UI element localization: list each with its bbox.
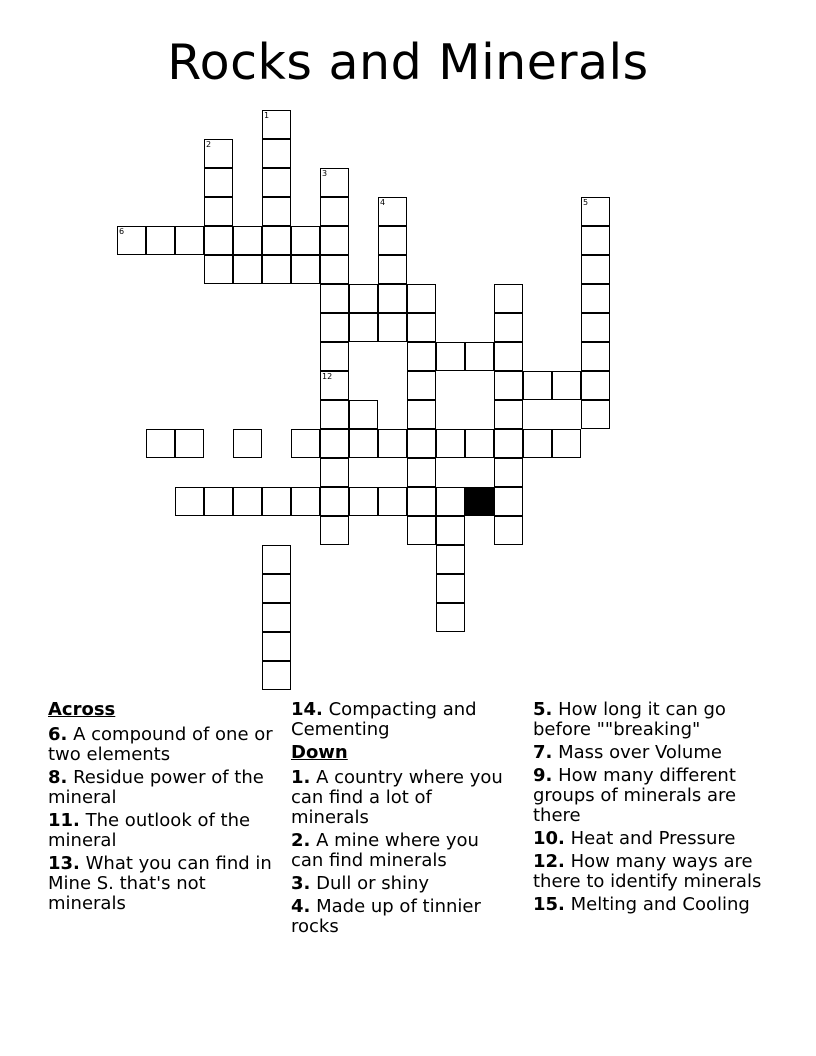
grid-cell[interactable] [581,400,610,429]
grid-cell[interactable] [494,516,523,545]
grid-cell[interactable] [436,429,465,458]
clue-down-12: 12. How many ways are there to identify minerals [533,851,762,892]
grid-cell[interactable] [320,342,349,371]
grid-cell[interactable] [291,226,320,255]
grid-cell[interactable] [262,603,291,632]
grid-cell[interactable] [581,197,610,226]
grid-cell[interactable] [262,110,291,139]
clues-column-1 [48,700,273,917]
grid-cell[interactable] [204,139,233,168]
grid-cell[interactable] [581,342,610,371]
grid-cell[interactable] [494,342,523,371]
grid-cell[interactable] [233,226,262,255]
grid-cell[interactable] [378,284,407,313]
grid-cell[interactable] [581,226,610,255]
grid-cell[interactable] [349,429,378,458]
grid-cell[interactable] [320,516,349,545]
clue-down-10: 10. Heat and Pressure [533,828,736,849]
grid-cell[interactable] [378,255,407,284]
grid-cell[interactable] [146,429,175,458]
grid-cell[interactable] [349,400,378,429]
clue-number: 3 [322,169,328,178]
grid-cell[interactable] [494,400,523,429]
grid-cell[interactable] [436,342,465,371]
grid-cell[interactable] [407,516,436,545]
grid-cell[interactable] [581,255,610,284]
grid-cell[interactable] [291,255,320,284]
grid-cell[interactable] [204,487,233,516]
grid-cell[interactable] [262,574,291,603]
clue-across-11: 11. The outlook of the mineral [48,810,251,851]
clue-across-8: 8. Residue power of the mineral [48,767,264,808]
grid-cell[interactable] [175,487,204,516]
page-title: Rocks and Minerals [167,34,649,91]
grid-cell[interactable] [465,342,494,371]
grid-cell[interactable] [320,487,349,516]
grid-cell[interactable] [204,197,233,226]
clue-down-1: 1. A country where you can find a lot of minerals [291,767,503,828]
grid-cell[interactable] [262,226,291,255]
grid-cell[interactable] [552,371,581,400]
grid-cell[interactable] [494,284,523,313]
grid-cell[interactable] [291,429,320,458]
clue-down-7: 7. Mass over Volume [533,742,722,763]
grid-cell[interactable] [262,545,291,574]
grid-cell[interactable] [262,139,291,168]
grid-cell[interactable] [407,429,436,458]
clue-down-5: 5. How long it can go before ""breaking" [533,699,726,740]
grid-cell[interactable] [320,371,349,400]
grid-cell[interactable] [436,545,465,574]
grid-cell[interactable] [320,255,349,284]
grid-cell[interactable] [378,487,407,516]
grid-cell[interactable] [407,400,436,429]
grid-cell[interactable] [407,342,436,371]
grid-cell[interactable] [349,313,378,342]
clue-down-9: 9. How many different groups of minerals are there [533,765,737,826]
down-heading: Down [291,742,348,763]
grid-cell[interactable] [436,603,465,632]
grid-cell[interactable] [581,313,610,342]
grid-cell[interactable] [233,255,262,284]
grid-cell[interactable] [233,487,262,516]
clue-number: 4 [380,198,386,207]
clue-number: 6 [119,227,125,236]
grid-cell[interactable] [262,168,291,197]
clue-across-6: 6. A compound of one or two elements [48,724,273,765]
clue-number: 5 [583,198,589,207]
grid-cell[interactable] [378,197,407,226]
grid-cell[interactable] [204,168,233,197]
clues-column-2 [291,700,506,940]
grid-cell[interactable] [436,574,465,603]
clue-across-14: 14. Compacting and Cementing [291,699,477,740]
clue-down-3: 3. Dull or shiny [291,873,430,894]
clue-number: 1 [264,111,270,120]
clues-column-3 [533,700,773,918]
grid-cell[interactable] [117,226,146,255]
grid-cell[interactable] [552,429,581,458]
clue-down-4: 4. Made up of tinnier rocks [291,896,481,937]
grid-cell[interactable] [465,429,494,458]
grid-cell[interactable] [523,371,552,400]
grid-cell[interactable] [581,371,610,400]
grid-cell[interactable] [204,226,233,255]
grid-cell[interactable] [494,313,523,342]
grid-cell[interactable] [494,458,523,487]
grid-cell[interactable] [262,661,291,690]
grid-cell[interactable] [320,197,349,226]
grid-cell[interactable] [320,168,349,197]
grid-cell[interactable] [204,255,233,284]
clue-down-2: 2. A mine where you can find minerals [291,830,479,871]
grid-cell[interactable] [349,284,378,313]
grid-cell[interactable] [320,429,349,458]
grid-block-cell [465,487,494,516]
grid-cell[interactable] [494,371,523,400]
grid-cell[interactable] [320,313,349,342]
grid-cell[interactable] [175,429,204,458]
grid-cell[interactable] [378,429,407,458]
grid-cell[interactable] [320,400,349,429]
grid-cell[interactable] [378,226,407,255]
grid-cell[interactable] [494,487,523,516]
grid-cell[interactable] [407,458,436,487]
grid-cell[interactable] [262,487,291,516]
clue-down-15: 15. Melting and Cooling [533,894,750,915]
grid-cell[interactable] [146,226,175,255]
grid-cell[interactable] [262,255,291,284]
clue-number: 2 [206,140,212,149]
grid-cell[interactable] [407,371,436,400]
grid-cell[interactable] [581,284,610,313]
grid-cell[interactable] [523,429,552,458]
grid-cell[interactable] [407,284,436,313]
grid-cell[interactable] [407,313,436,342]
grid-cell[interactable] [320,458,349,487]
grid-cell[interactable] [320,226,349,255]
grid-cell[interactable] [262,197,291,226]
grid-cell[interactable] [378,313,407,342]
grid-cell[interactable] [436,487,465,516]
grid-cell[interactable] [349,487,378,516]
grid-cell[interactable] [233,429,262,458]
clue-number: 12 [322,372,333,381]
clue-across-13: 13. What you can find in Mine S. that's not minerals [48,853,272,914]
grid-cell[interactable] [175,226,204,255]
grid-cell[interactable] [291,487,320,516]
grid-cell[interactable] [320,284,349,313]
grid-cell[interactable] [494,429,523,458]
grid-cell[interactable] [262,632,291,661]
grid-cell[interactable] [407,487,436,516]
across-heading: Across [48,699,116,720]
grid-cell[interactable] [436,516,465,545]
